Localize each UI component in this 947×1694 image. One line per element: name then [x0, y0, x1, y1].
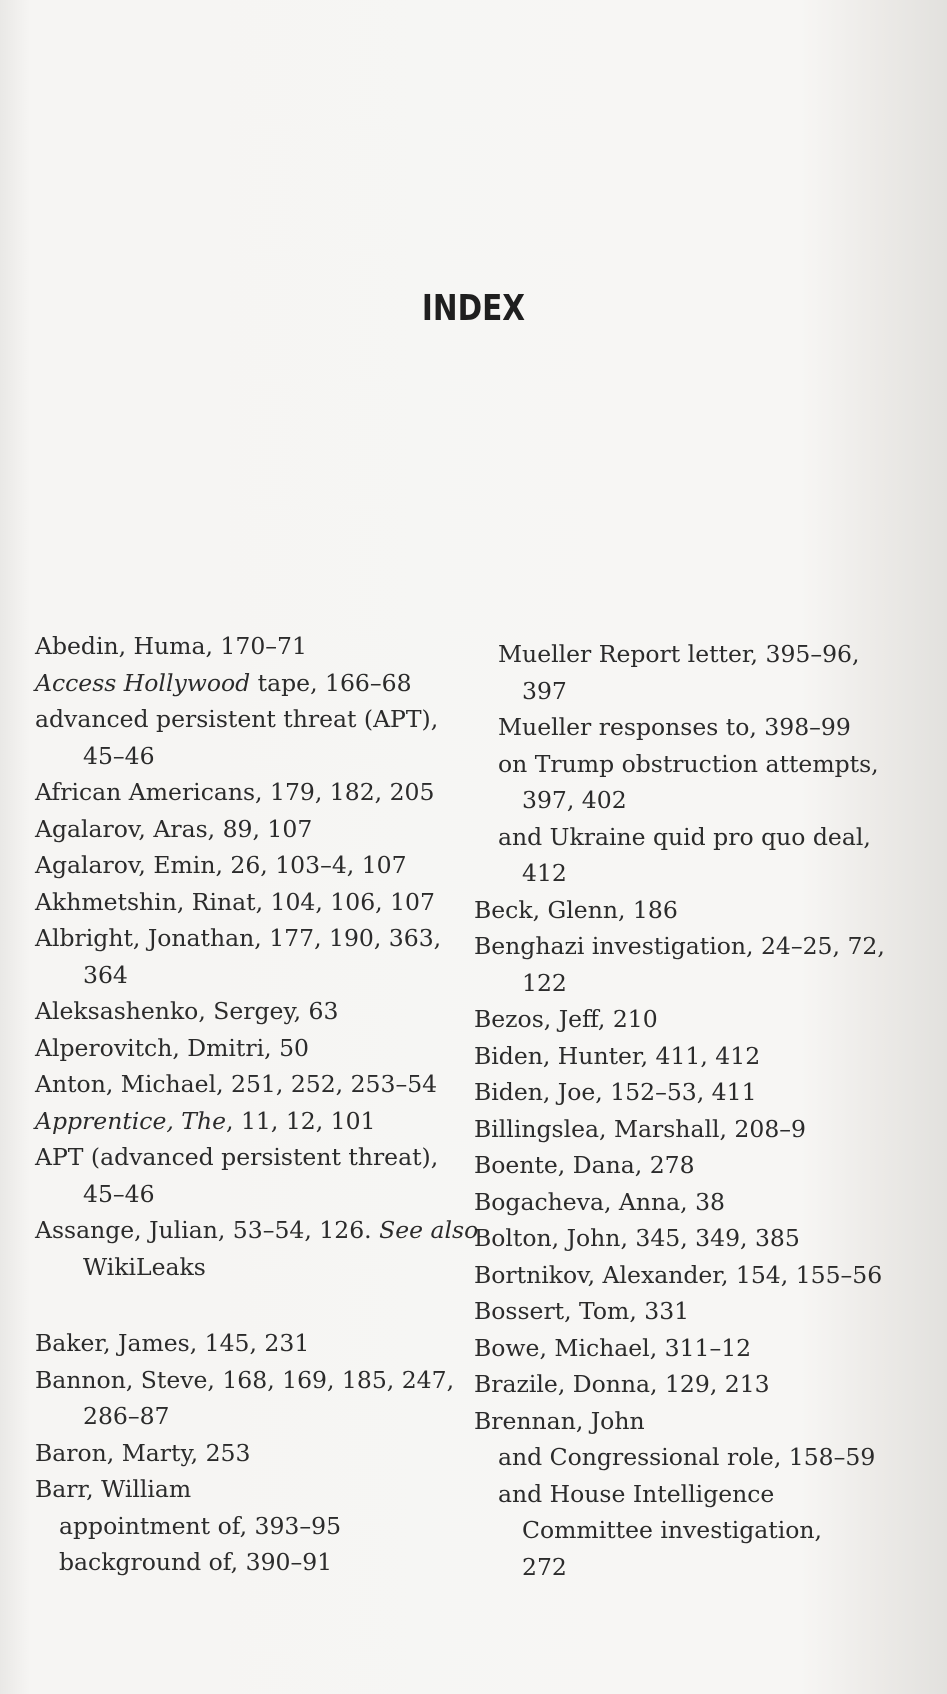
index-entry: Brennan, John: [474, 1406, 645, 1435]
index-entry: Bannon, Steve, 168, 169, 185, 247, 286–87: [35, 1365, 455, 1430]
index-entry: Anton, Michael, 251, 252, 253–54: [35, 1070, 438, 1098]
index-column-right: [474, 636, 898, 1585]
index-entry: Bezos, Jeff, 210: [474, 1005, 658, 1033]
index-subentry: and House Intelligence Committee investigation, 272: [498, 1479, 823, 1581]
index-subentry: appointment of, 393–95: [59, 1511, 342, 1540]
index-entry: Baron, Marty, 253: [35, 1438, 251, 1467]
index-entry: Alperovitch, Dmitri, 50: [35, 1033, 309, 1062]
index-subentry: on Trump obstruction attempts, 397, 402: [498, 749, 879, 814]
index-entry: Brazile, Donna, 129, 213: [474, 1370, 770, 1398]
index-entry: Benghazi investigation, 24–25, 72, 122: [474, 932, 885, 997]
index-entry: Biden, Joe, 152–53, 411: [474, 1078, 757, 1106]
index-entry: Assange, Julian, 53–54, 126. See also WikiLeaks: [35, 1216, 479, 1281]
index-entry: Albright, Jonathan, 177, 190, 363, 364: [35, 924, 442, 989]
index-subentry: background of, 390–91: [59, 1548, 333, 1576]
index-entry: Bogacheva, Anna, 38: [474, 1187, 725, 1216]
index-entry: Beck, Glenn, 186: [474, 895, 678, 924]
index-entry: Access Hollywood tape, 166–68: [35, 668, 412, 697]
index-entry: Baker, James, 145, 231: [35, 1329, 310, 1357]
index-entry: advanced persistent threat (APT), 45–46: [35, 705, 439, 770]
index-subentry: and Congressional role, 158–59: [498, 1443, 876, 1471]
index-subentry: Mueller Report letter, 395–96, 397: [498, 640, 860, 705]
index-entry: Aleksashenko, Sergey, 63: [35, 997, 339, 1025]
index-entry: Biden, Hunter, 411, 412: [474, 1041, 761, 1070]
index-entry: Abedin, Huma, 170–71: [35, 632, 307, 660]
index-entry: African Americans, 179, 182, 205: [35, 778, 435, 806]
index-subentry: and Ukraine quid pro quo deal, 412: [498, 822, 871, 887]
index-entry: Boente, Dana, 278: [474, 1151, 695, 1179]
index-entry: Billingslea, Marshall, 208–9: [474, 1114, 806, 1143]
index-entry: Bossert, Tom, 331: [474, 1297, 690, 1325]
index-entry: Apprentice, The, 11, 12, 101: [35, 1106, 376, 1135]
index-entry: APT (advanced persistent threat), 45–46: [35, 1143, 439, 1208]
index-entry: Agalarov, Aras, 89, 107: [35, 814, 313, 843]
index-entry: Bolton, John, 345, 349, 385: [474, 1224, 800, 1252]
page-title: INDEX: [421, 288, 526, 329]
letter-gap: [35, 1285, 480, 1325]
index-entry: Bortnikov, Alexander, 154, 155–56: [474, 1260, 883, 1289]
index-entry: Bowe, Michael, 311–12: [474, 1333, 752, 1362]
index-entry: Agalarov, Emin, 26, 103–4, 107: [35, 851, 407, 879]
index-subentry: Mueller responses to, 398–99: [498, 713, 851, 741]
index-column-left: [35, 628, 480, 1581]
index-entry: Barr, William: [35, 1475, 192, 1503]
index-entry: Akhmetshin, Rinat, 104, 106, 107: [35, 887, 435, 916]
